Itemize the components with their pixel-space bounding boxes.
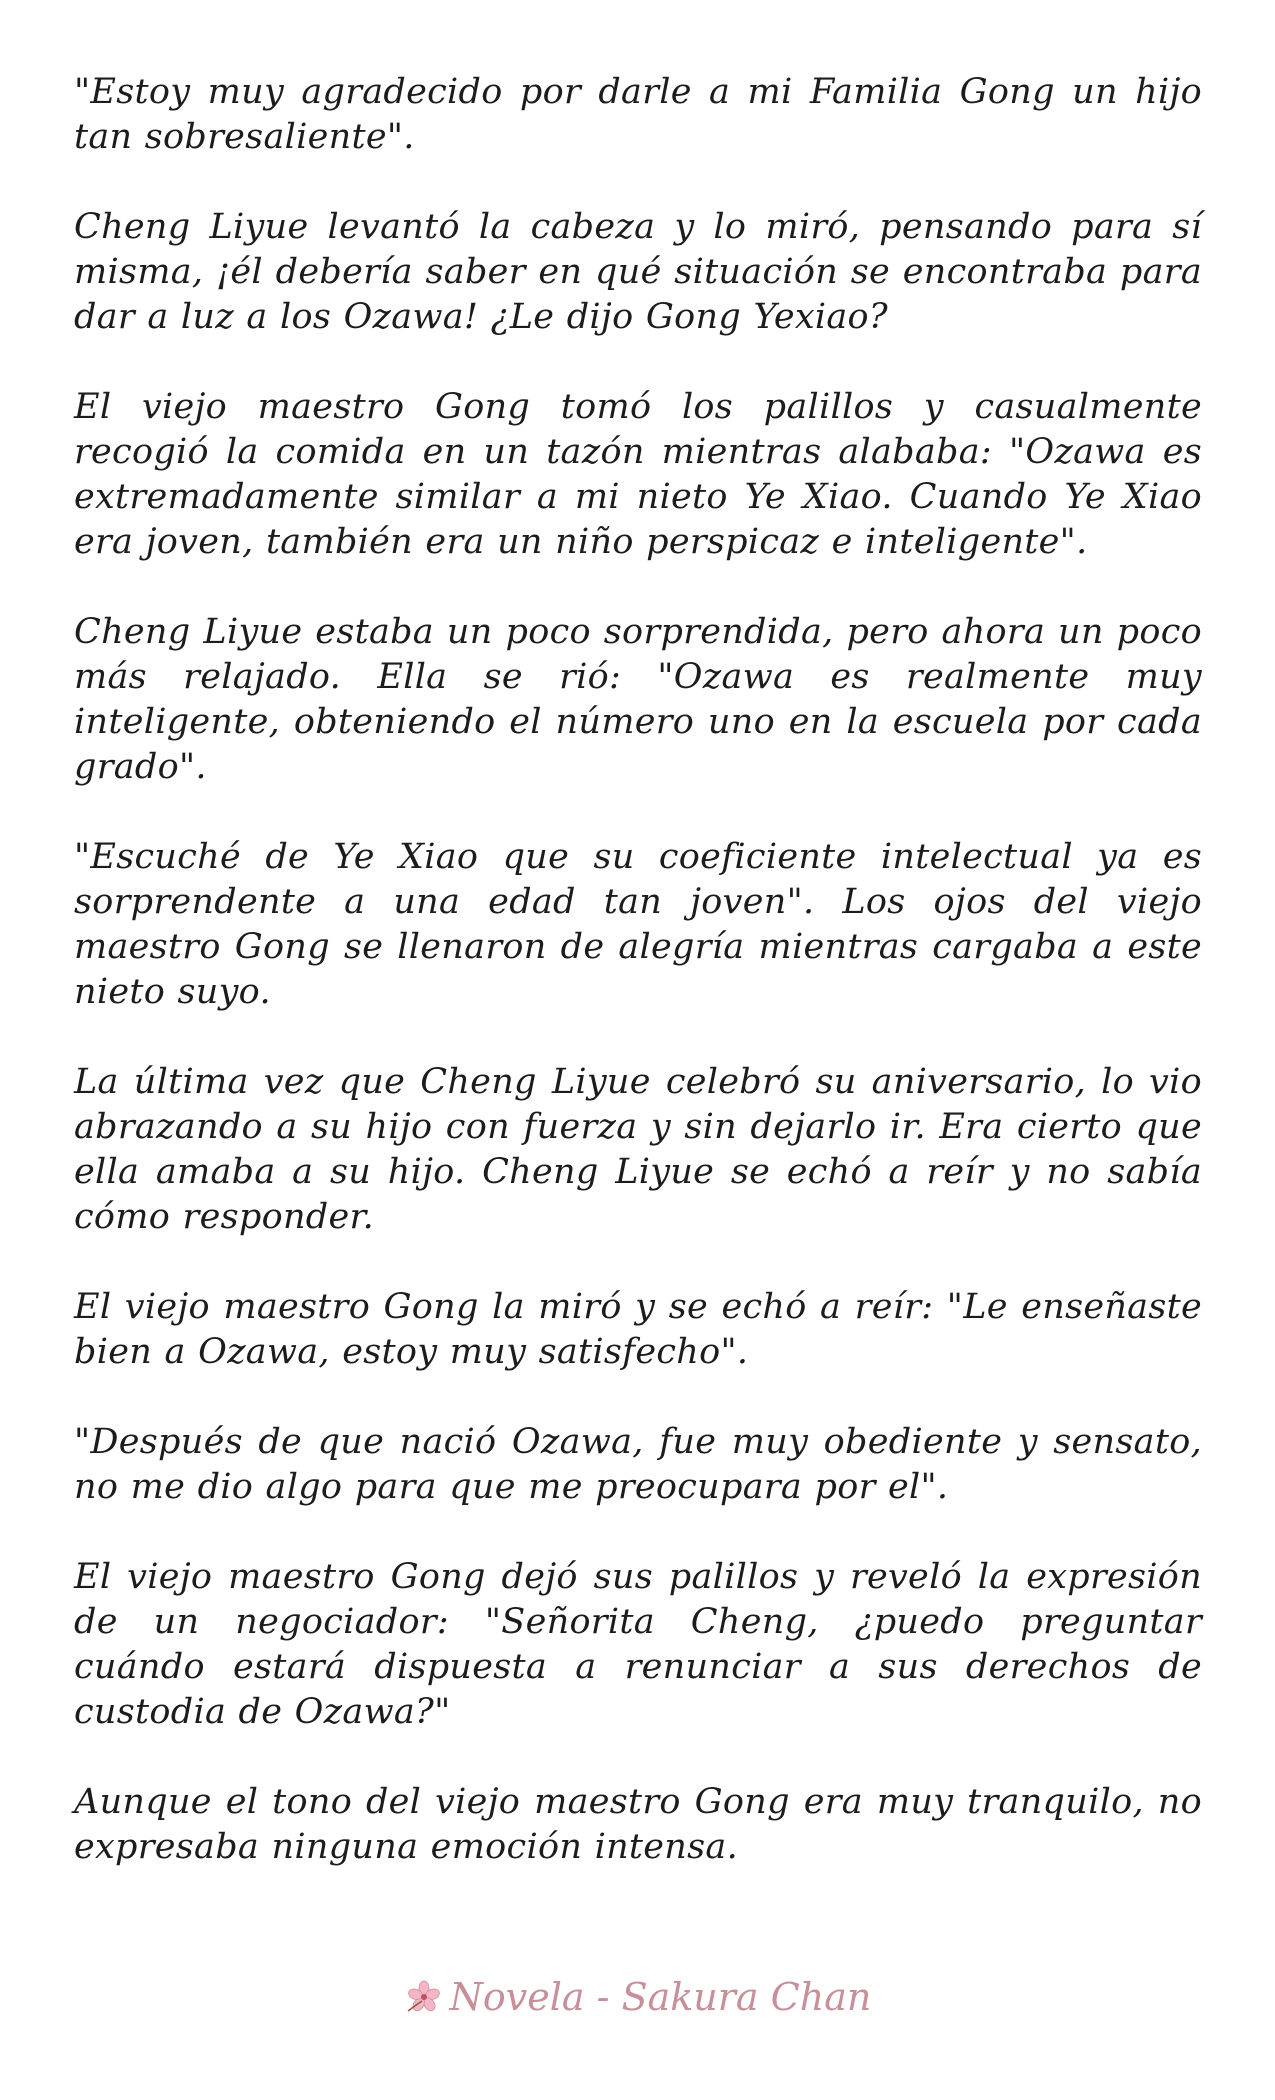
paragraph-3: El viejo maestro Gong tomó los palillos y casualmente recogió la comida en un tazón mientras alababa: "Ozawa es extremadamente similar a mi nieto Ye Xiao. Cuando Ye Xiao era joven, también era un niño perspicaz e inteligente".	[74, 387, 1202, 562]
paragraph-1: "Estoy muy agradecido por darle a mi Familia Gong un hijo tan sobresaliente".	[74, 72, 1202, 157]
story-text	[74, 70, 1202, 1915]
paragraph-9: El viejo maestro Gong dejó sus palillos y reveló la expresión de un negociador: "Señorita Cheng, ¿puedo preguntar cuándo estará dispuesta a renunciar a sus derechos de custodia de Ozawa?"	[74, 1557, 1202, 1732]
paragraph-5: "Escuché de Ye Xiao que su coeficiente intelectual ya es sorprendente a una edad tan joven". Los ojos del viejo maestro Gong se llenaron de alegría mientras cargaba a este nieto suyo.	[74, 837, 1202, 1012]
paragraph-10: Aunque el tono del viejo maestro Gong era muy tranquilo, no expresaba ninguna emoción intensa.	[74, 1782, 1202, 1867]
paragraph-8: "Después de que nació Ozawa, fue muy obediente y sensato, no me dio algo para que me preocupara por el".	[74, 1422, 1202, 1507]
paragraph-4: Cheng Liyue estaba un poco sorprendida, pero ahora un poco más relajado. Ella se rió: "Ozawa es realmente muy inteligente, obteniendo el número uno en la escuela por cada grado".	[74, 612, 1202, 787]
watermark-text: Novela - Sakura Chan	[449, 1975, 872, 2019]
paragraph-6: La última vez que Cheng Liyue celebró su aniversario, lo vio abrazando a su hijo con fuerza y sin dejarlo ir. Era cierto que ella amaba a su hijo. Cheng Liyue se echó a reír y no sabía cómo responder.	[74, 1062, 1202, 1237]
paragraph-2: Cheng Liyue levantó la cabeza y lo miró, pensando para sí misma, ¡él debería saber en qué situación se encontraba para dar a luz a los Ozawa! ¿Le dijo Gong Yexiao?	[74, 207, 1202, 337]
sakura-flower-icon	[404, 1977, 444, 2017]
paragraph-7: El viejo maestro Gong la miró y se echó a reír: "Le enseñaste bien a Ozawa, estoy muy satisfecho".	[74, 1287, 1202, 1372]
watermark	[0, 1975, 1275, 2021]
